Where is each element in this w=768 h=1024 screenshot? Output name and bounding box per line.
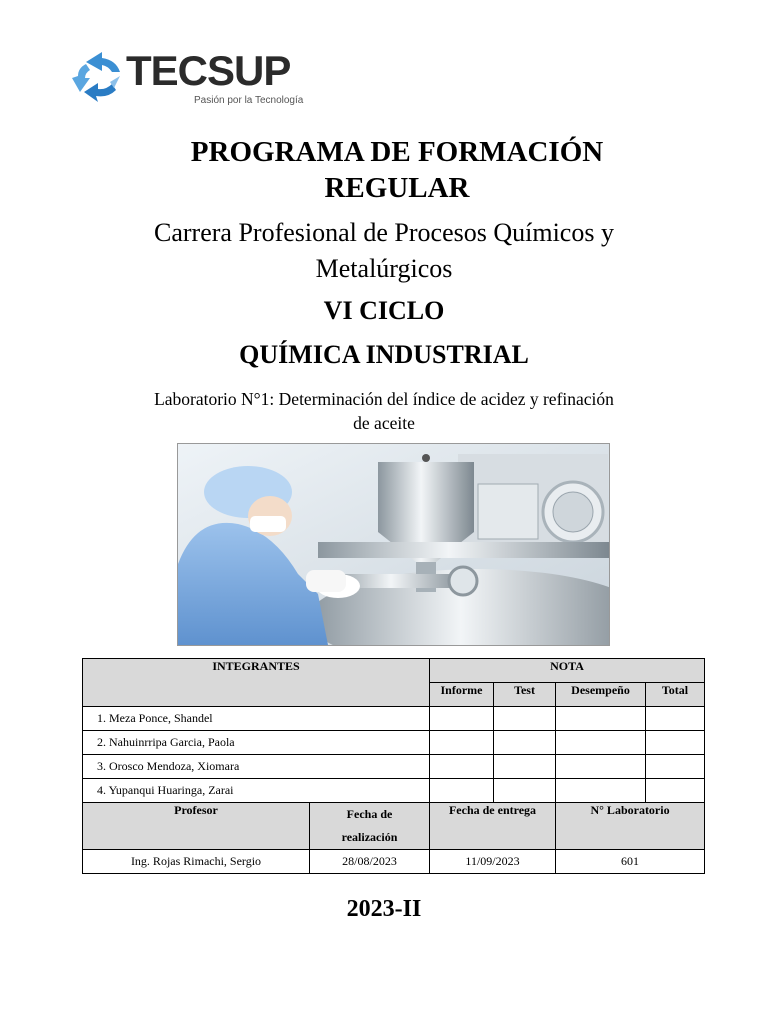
grade-cell <box>430 779 494 803</box>
professor-value: Ing. Rojas Rimachi, Sergio <box>83 850 310 874</box>
grade-cell <box>494 779 556 803</box>
grade-header: NOTA <box>430 659 705 683</box>
grade-col-total: Total <box>646 683 705 707</box>
lab-title <box>0 387 768 435</box>
grade-col-test: Test <box>494 683 556 707</box>
semester-label: 2023-II <box>346 896 422 922</box>
grade-col-desempeno: Desempeño <box>556 683 646 707</box>
grade-col-informe: Informe <box>430 683 494 707</box>
member-name: 3. Orosco Mendoza, Xiomara <box>83 755 430 779</box>
member-row <box>83 707 705 731</box>
grade-cell <box>494 707 556 731</box>
cycle-title: VI CICLO <box>323 296 445 325</box>
lab-number-value: 601 <box>556 850 705 874</box>
grade-cell <box>646 779 705 803</box>
grade-cell <box>430 707 494 731</box>
grade-cell <box>430 731 494 755</box>
grade-cell <box>556 779 646 803</box>
program-title-line2: REGULAR <box>324 172 470 204</box>
date-done-header: Fecha de realización <box>310 803 430 850</box>
career-title-line2: Metalúrgicos <box>315 254 453 283</box>
member-row <box>83 755 705 779</box>
member-name: 4. Yupanqui Huaringa, Zarai <box>83 779 430 803</box>
grade-cell <box>556 731 646 755</box>
program-title <box>0 134 768 206</box>
course-title: QUÍMICA INDUSTRIAL <box>239 340 529 369</box>
members-header: INTEGRANTES <box>83 659 430 707</box>
lab-title-line2: de aceite <box>353 413 415 433</box>
member-row <box>83 731 705 755</box>
career-title-line1: Carrera Profesional de Procesos Químicos y <box>154 218 614 247</box>
grade-cell <box>646 707 705 731</box>
career-title <box>0 215 768 287</box>
tecsup-logo <box>68 44 308 110</box>
grade-cell <box>646 755 705 779</box>
grade-cell <box>494 731 556 755</box>
grade-cell <box>646 731 705 755</box>
brand-wordmark: TECSUP <box>126 47 291 94</box>
professor-header: Profesor <box>83 803 310 850</box>
lab-number-header: N° Laboratorio <box>556 803 705 850</box>
brand-tagline: Pasión por la Tecnología <box>194 95 304 106</box>
member-row <box>83 779 705 803</box>
recycle-arrows-icon <box>68 46 128 106</box>
due-date-header: Fecha de entrega <box>430 803 556 850</box>
lab-photo <box>177 443 610 646</box>
member-name: 1. Meza Ponce, Shandel <box>83 707 430 731</box>
members-table <box>82 658 705 874</box>
grade-cell <box>556 755 646 779</box>
date-done-value: 28/08/2023 <box>310 850 430 874</box>
program-title-line1: PROGRAMA DE FORMACIÓN <box>190 136 604 168</box>
grade-cell <box>556 707 646 731</box>
grade-cell <box>430 755 494 779</box>
lab-title-line1: Laboratorio N°1: Determinación del índice de acidez y refinación <box>154 389 614 409</box>
due-date-value: 11/09/2023 <box>430 850 556 874</box>
grade-cell <box>494 755 556 779</box>
member-name: 2. Nahuinrripa Garcia, Paola <box>83 731 430 755</box>
